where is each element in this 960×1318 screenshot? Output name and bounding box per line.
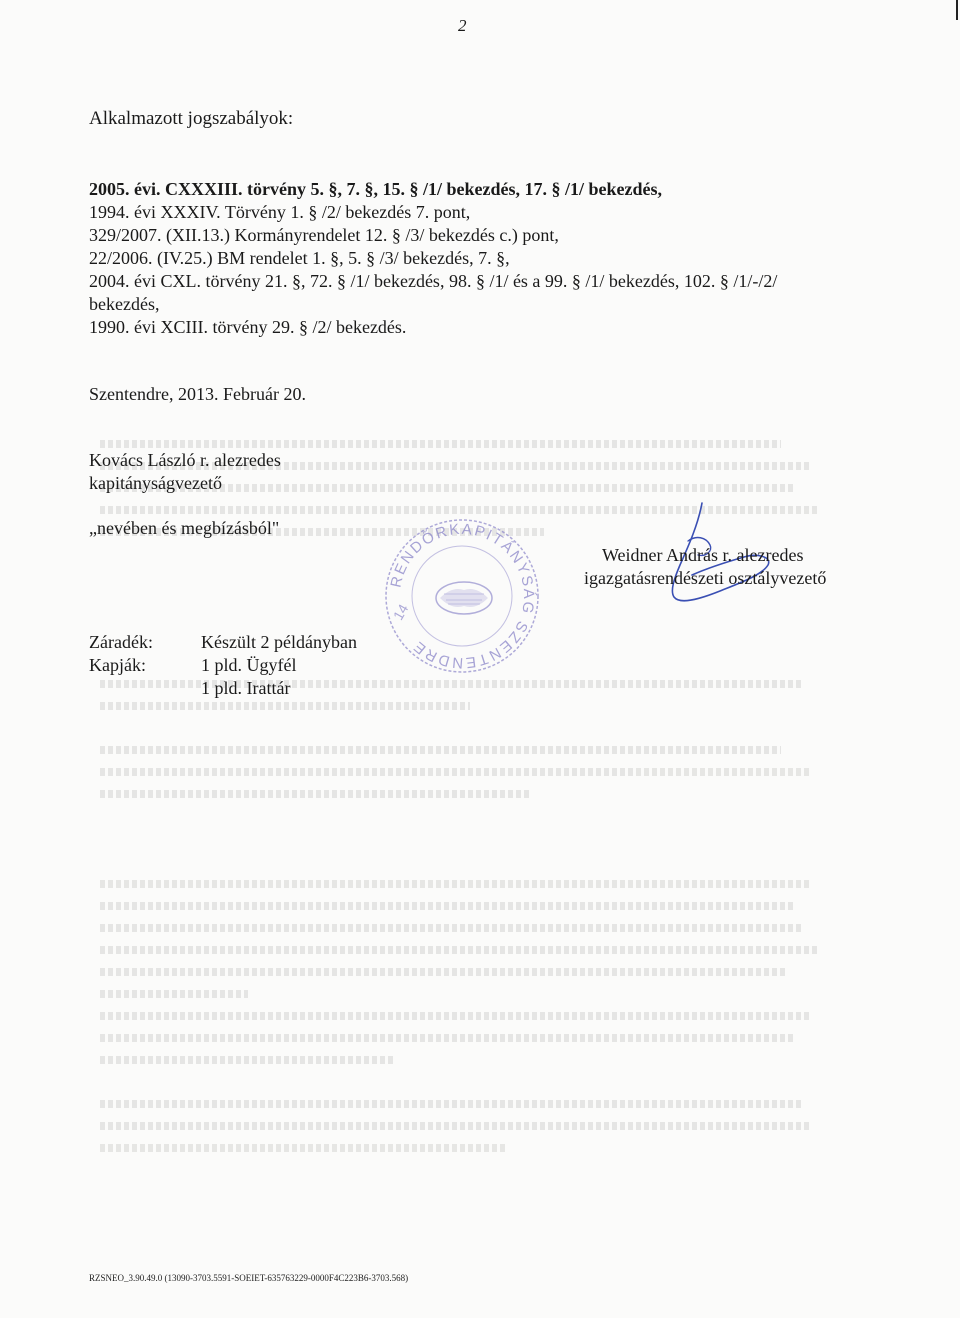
coat-of-arms-icon (436, 582, 492, 614)
page-number: 2 (458, 16, 467, 35)
law-line: 2005. évi. CXXXIII. törvény 5. §, 7. §, 15. § /1/ bekezdés, 17. § /1/ bekezdés, (89, 179, 662, 199)
law-line: 1990. évi XCIII. törvény 29. § /2/ bekezdés. (89, 317, 407, 337)
law-line: 22/2006. (IV.25.) BM rendelet 1. §, 5. § /3/ bekezdés, 7. §, (89, 248, 510, 268)
stamp-number: 14 (389, 601, 412, 623)
clause-value: Készült 2 példányban (201, 632, 357, 652)
law-line: bekezdés, (89, 294, 160, 314)
document-id-footer: RZSNEO_3.90.49.0 (13090-3703.5591-SOEIET-635763229-0000F4C223B6-3703.568) (89, 1273, 409, 1283)
law-line: 1994. évi XXXIV. Törvény 1. § /2/ bekezdés 7. pont, (89, 202, 471, 222)
bleed-through-text (100, 680, 840, 812)
recipient-item: 1 pld. Irattár (201, 678, 291, 698)
signatory-name: Weidner András r. alezredes (602, 545, 804, 565)
bleed-through-text (100, 880, 840, 1166)
signer-title: kapitányságvezető (89, 473, 222, 493)
on-behalf-text: „nevében és megbízásból" (89, 518, 280, 538)
place-date: Szentendre, 2013. Február 20. (89, 384, 306, 404)
edge-mark (956, 0, 958, 20)
recipients-label: Kapják: (89, 655, 146, 675)
recipient-item: 1 pld. Ügyfél (201, 655, 297, 675)
clause-label: Záradék: (89, 632, 153, 652)
signatory-title: igazgatásrendészeti osztályvezető (584, 568, 827, 588)
law-line: 329/2007. (XII.13.) Kormányrendelet 12. § /3/ bekezdés c.) pont, (89, 225, 559, 245)
signer-name: Kovács László r. alezredes (89, 450, 281, 470)
law-line: 2004. évi CXL. törvény 21. §, 72. § /1/ bekezdés, 98. § /1/ és a 99. § /1/ bekezdés, 102. § /1/-/2/ (89, 271, 778, 291)
official-stamp (382, 516, 542, 676)
section-heading: Alkalmazott jogszabályok: (89, 108, 294, 129)
stamp-text: RENDŐRKAPITÁNYSÁG SZENTENDRE (387, 520, 538, 672)
